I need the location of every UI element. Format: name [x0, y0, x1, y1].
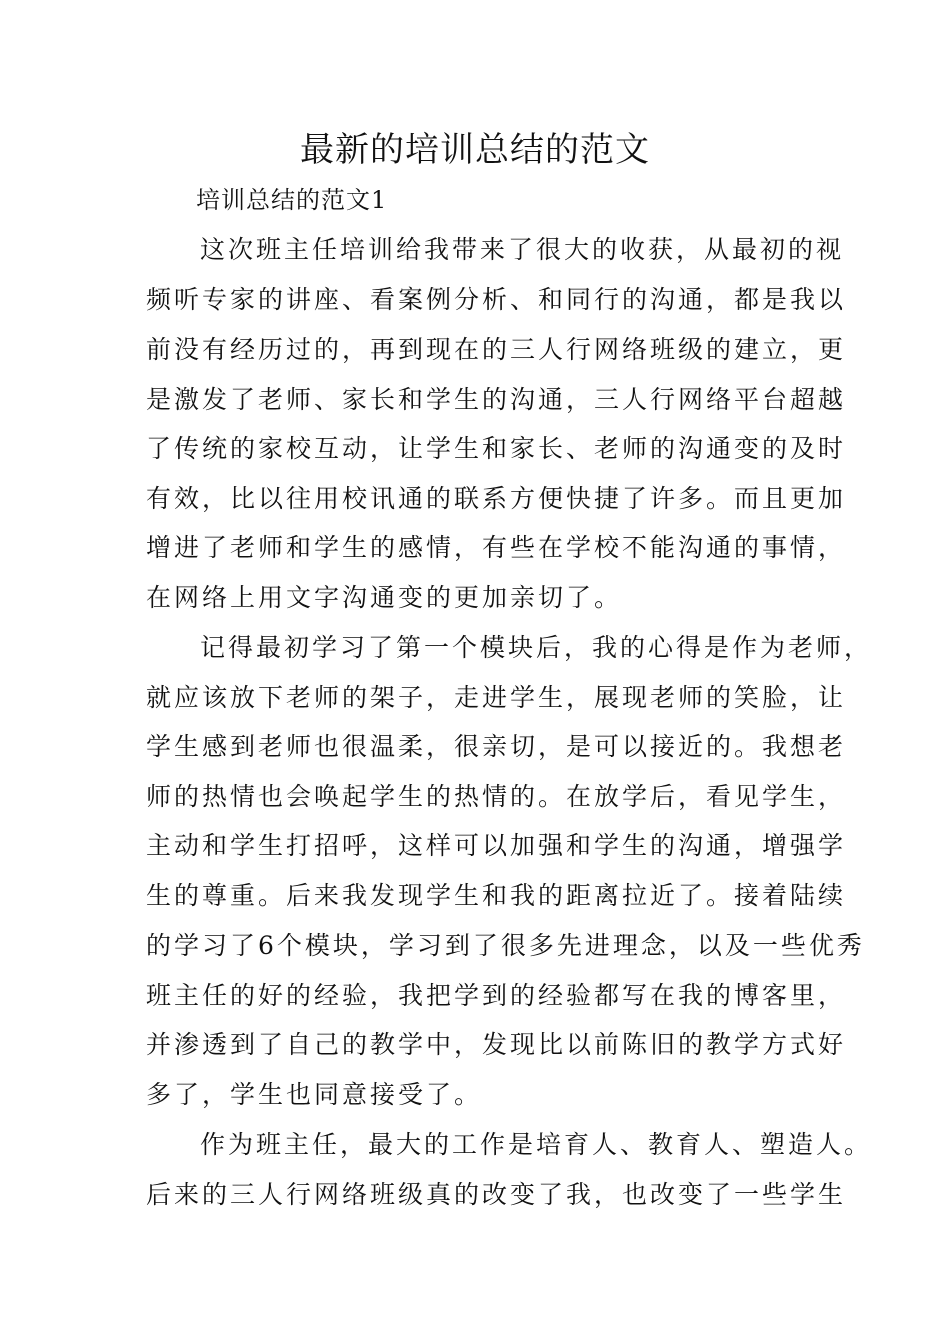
- paragraph-line: 就应该放下老师的架子，走进学生，展现老师的笑脸，让: [146, 683, 847, 712]
- paragraph-line: 频听专家的讲座、看案例分析、和同行的沟通，都是我以: [146, 285, 847, 314]
- paragraph-line: 前没有经历过的，再到现在的三人行网络班级的建立，更: [146, 335, 847, 364]
- paragraph-line: 有效，比以往用校讯通的联系方便快捷了许多。而且更加: [146, 484, 847, 513]
- paragraph-line: 多了，学生也同意接受了。: [146, 1080, 483, 1109]
- paragraph-line: 作为班主任，最大的工作是培育人、教育人、塑造人。: [200, 1130, 873, 1159]
- paragraph-line: 后来的三人行网络班级真的改变了我，也改变了一些学生: [146, 1180, 847, 1209]
- paragraph-line: 并渗透到了自己的教学中，发现比以前陈旧的教学方式好: [146, 1030, 847, 1059]
- paragraph-line: 在网络上用文字沟通变的更加亲切了。: [146, 583, 623, 612]
- document-title: 最新的培训总结的范文: [300, 130, 650, 170]
- paragraph-line: 生的尊重。后来我发现学生和我的距离拉近了。接着陆续: [146, 881, 847, 910]
- paragraph-line: 师的热情也会唤起学生的热情的。在放学后，看见学生，: [146, 782, 847, 811]
- paragraph-line: 主动和学生打招呼，这样可以加强和学生的沟通，增强学: [146, 831, 847, 860]
- paragraph-line: 班主任的好的经验，我把学到的经验都写在我的博客里，: [146, 981, 847, 1010]
- paragraph-line: 的学习了6个模块，学习到了很多先进理念，以及一些优秀: [146, 931, 865, 960]
- document-subtitle: 培训总结的范文1: [196, 186, 388, 214]
- paragraph-line: 这次班主任培训给我带来了很大的收获，从最初的视: [200, 235, 845, 264]
- paragraph-line: 增进了老师和学生的感情，有些在学校不能沟通的事情，: [146, 533, 847, 562]
- paragraph-line: 了传统的家校互动，让学生和家长、老师的沟通变的及时: [146, 434, 847, 463]
- paragraph-line: 记得最初学习了第一个模块后，我的心得是作为老师，: [200, 633, 873, 662]
- paragraph-line: 是激发了老师、家长和学生的沟通，三人行网络平台超越: [146, 385, 847, 414]
- paragraph-line: 学生感到老师也很温柔，很亲切，是可以接近的。我想老: [146, 732, 847, 761]
